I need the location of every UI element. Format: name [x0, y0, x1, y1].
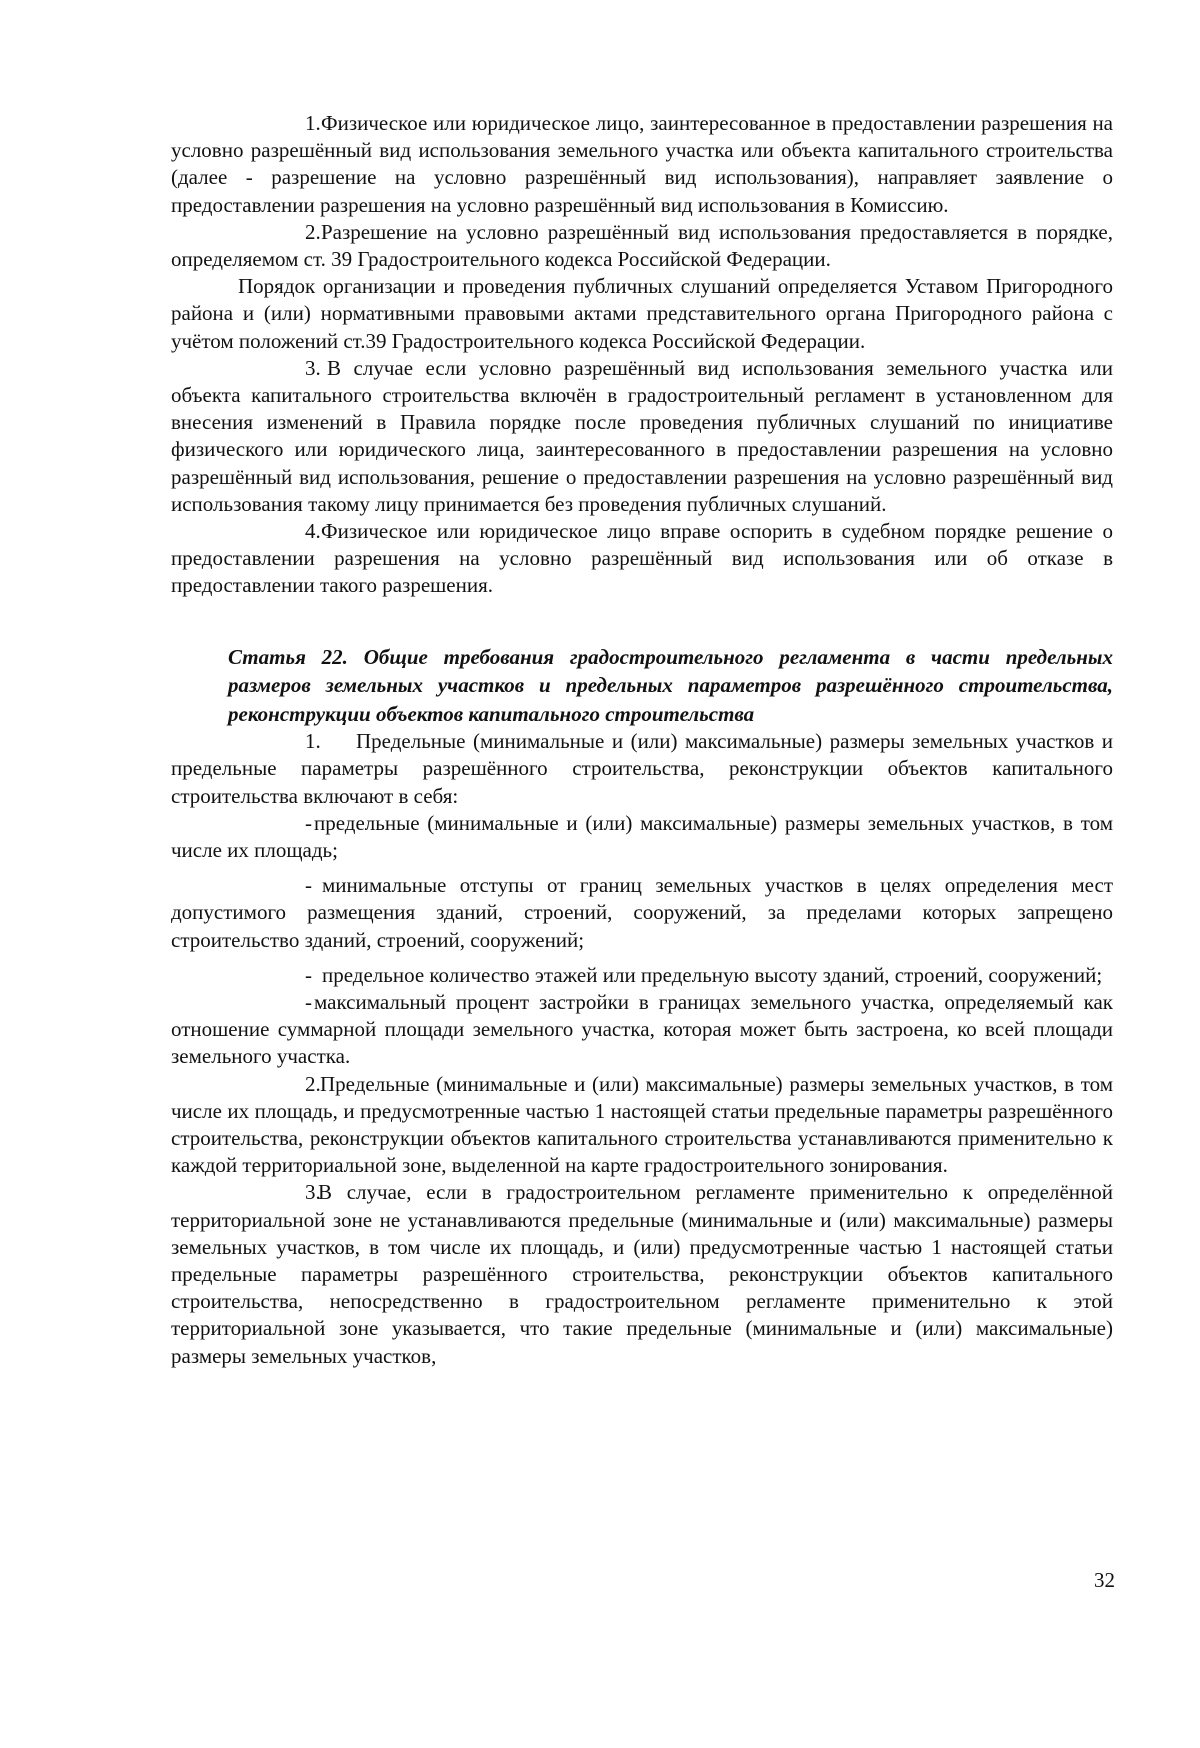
paragraph-number: 2. [305, 1071, 321, 1096]
paragraph-4 [171, 518, 1113, 600]
bullet-text: предельные (минимальные и (или) максимальные) размеры земельных участков, в том числе их площадь; [171, 810, 1113, 862]
bullet-text: предельное количество этажей или предельную высоту зданий, строений, сооружений; [322, 962, 1103, 987]
paragraph-number: 1. [305, 111, 321, 135]
paragraph-text: Порядок организации и проведения публичных слушаний определяется Уставом Пригородного района и (или) нормативными правовыми актами представительного органа Пригородного района с учётом положений ст.39 Градостроительного кодекса Российской Федерации. [171, 274, 1113, 353]
bullet-dash: - [305, 989, 312, 1014]
paragraph-1 [171, 110, 1113, 219]
paragraph-number: 3. [305, 1180, 321, 1205]
bullet-dash: - [305, 873, 312, 898]
paragraph-text: В случае если условно разрешённый вид использования земельного участка или объекта капитального строительства включён в градостроительный регламент в установленном для внесения изменений в Правила порядке после проведения публичных слушаний по инициативе физического или юридического лица, заинтересованного в предоставлении разрешения на условно разрешённый вид использования, решение о предоставлении разрешения на условно разрешённый вид использования такому лицу принимается без проведения публичных слушаний. [171, 355, 1113, 516]
article-paragraph-3 [171, 1179, 1113, 1369]
bullet-dash: - [305, 810, 312, 835]
bullet-item [171, 962, 1113, 989]
paragraph-number: 3. [305, 355, 321, 380]
paragraph-number: 4. [305, 519, 321, 544]
article-heading: Статья 22. Общие требования градостроительного регламента в части предельных размеров земельных участков и предельных параметров разрешённого строительства, реконструкции объектов капитального строительства [228, 644, 1113, 726]
paragraph-2 [171, 219, 1113, 273]
bullet-item [171, 872, 1113, 954]
paragraph-text: Физическое или юридическое лицо, заинтересованное в предоставлении разрешения на условно разрешённый вид использования земельного участка или объекта капитального строительства (далее - разрешение на условно разрешённый вид использования), направляет заявление о предоставлении разрешения на условно разрешённый вид использования в Комиссию. [171, 111, 1113, 217]
bullet-dash: - [305, 962, 312, 987]
article-paragraph-2 [171, 1071, 1113, 1180]
paragraph-text: Предельные (минимальные и (или) максимальные) размеры земельных участков и предельные параметры разрешённого строительства, реконструкции объектов капитального строительства включают в себя: [171, 729, 1113, 808]
paragraph-hearings [171, 273, 1113, 355]
bullet-text: максимальный процент застройки в границах земельного участка, определяемый как отношение суммарной площади земельного участка, которая может быть застроена, ко всей площади земельного участка. [171, 989, 1113, 1069]
bullet-item [171, 810, 1113, 864]
paragraph-text: Разрешение на условно разрешённый вид использования предоставляется в порядке, определяемом ст. 39 Градостроительного кодекса Российской Федерации. [171, 219, 1113, 272]
paragraph-number: 2. [305, 219, 321, 244]
paragraph-3 [171, 355, 1113, 518]
document-page [171, 110, 1113, 1370]
bullet-item [171, 989, 1113, 1071]
article-paragraph-1 [171, 728, 1113, 810]
paragraph-text: Физическое или юридическое лицо вправе оспорить в судебном порядке решение о предоставлении разрешения на условно разрешённый вид использования или об отказе в предоставлении такого разрешения. [171, 519, 1113, 598]
bullet-text: минимальные отступы от границ земельных участков в целях определения мест допустимого размещения зданий, строений, сооружений, за пределами которых запрещено строительство зданий, строений, сооружений; [171, 873, 1113, 952]
page-number: 32 [1094, 1568, 1115, 1592]
paragraph-text: Предельные (минимальные и (или) максимальные) размеры земельных участков, в том числе их площадь, и предусмотренные частью 1 настоящей статьи предельные параметры разрешённого строительства, реконструкции объектов капитального строительства устанавливаются применительно к каждой территориальной зоне, выделенной на карте градостроительного зонирования. [171, 1071, 1113, 1178]
paragraph-number: 1. [305, 729, 321, 754]
paragraph-text: В случае, если в градостроительном регламенте применительно к определённой территориальной зоне не устанавливаются предельные (минимальные и (или) максимальные) размеры земельных участков, в том числе их площадь, и (или) предусмотренные частью 1 настоящей статьи предельные параметры разрешённого строительства, реконструкции объектов капитального строительства, непосредственно в градостроительном регламенте применительно к этой территориальной зоне указывается, что такие предельные (минимальные и (или) максимальные) размеры земельных участков, [171, 1180, 1113, 1368]
